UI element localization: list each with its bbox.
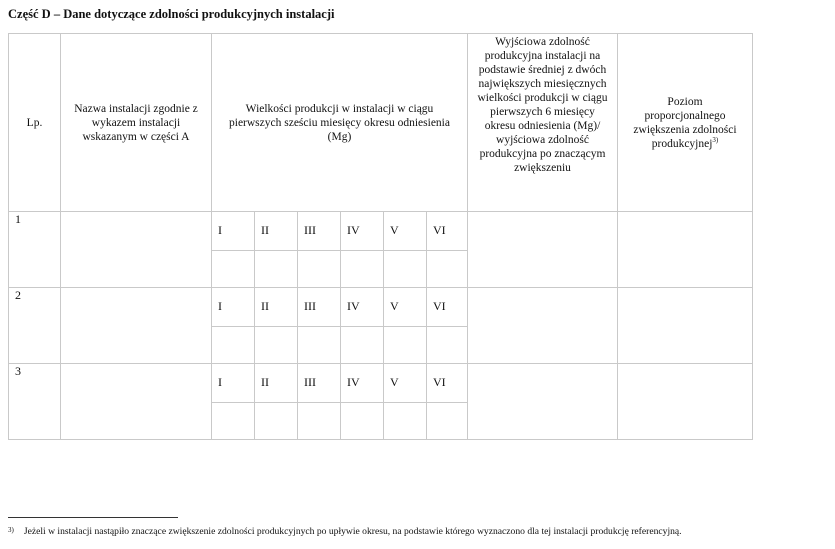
- capacity-increase-level-cell[interactable]: [618, 212, 753, 288]
- footnote-text: Jeżeli w instalacji nastąpiło znaczące zwiększenie zdolności produkcyjnych po upływie okresu, na podstawie którego wyznaczono dla tej instalacji produkcję referencyjną.: [23, 526, 682, 537]
- month-value-cell[interactable]: [255, 250, 298, 288]
- month-label: V: [384, 364, 427, 403]
- baseline-capacity-cell[interactable]: [468, 288, 618, 364]
- row-number: 2: [9, 288, 61, 364]
- header-production-volumes: Wielkości produkcji w instalacji w ciągu pierwszych sześciu miesięcy okresu odniesienia (Mg): [212, 34, 468, 212]
- capacity-increase-level-cell[interactable]: [618, 288, 753, 364]
- footnote: [8, 526, 682, 537]
- month-value-cell[interactable]: [384, 402, 427, 440]
- month-label: VI: [427, 364, 468, 403]
- header-baseline-capacity: Wyjściowa zdolność produkcyjna instalacji na podstawie średniej z dwóch największych miesięcznych wielkości produkcji w ciągu pierwszych 6 miesięcy okresu odniesienia (Mg)/ wyjściowa zdolność produkcyjna po znaczącym zwiększeniu: [468, 34, 618, 212]
- month-label: II: [255, 288, 298, 327]
- month-label: I: [212, 288, 255, 327]
- month-label: II: [255, 212, 298, 251]
- month-value-cell[interactable]: [427, 250, 468, 288]
- table-row: [9, 212, 753, 251]
- row-number: 1: [9, 212, 61, 288]
- month-value-cell[interactable]: [255, 326, 298, 364]
- month-value-cell[interactable]: [255, 402, 298, 440]
- month-label: IV: [341, 288, 384, 327]
- section-title: Część D – Dane dotyczące zdolności produkcyjnych instalacji: [8, 7, 335, 21]
- installation-name-cell[interactable]: [61, 212, 212, 288]
- month-value-cell[interactable]: [298, 402, 341, 440]
- month-value-cell[interactable]: [384, 250, 427, 288]
- baseline-capacity-cell[interactable]: [468, 364, 618, 440]
- header-capacity-increase-level: [618, 34, 753, 212]
- header-installation-name: Nazwa instalacji zgodnie z wykazem instalacji wskazanym w części A: [61, 34, 212, 212]
- month-value-cell[interactable]: [298, 250, 341, 288]
- month-label: I: [212, 212, 255, 251]
- month-value-cell[interactable]: [341, 250, 384, 288]
- month-value-cell[interactable]: [212, 402, 255, 440]
- month-label: III: [298, 288, 341, 327]
- month-label: II: [255, 364, 298, 403]
- month-value-cell[interactable]: [427, 326, 468, 364]
- month-label: III: [298, 212, 341, 251]
- month-label: V: [384, 212, 427, 251]
- header-capacity-increase-level-text: Poziom proporcjonalnego zwiększenia zdolności produkcyjnej: [633, 95, 737, 150]
- month-label: I: [212, 364, 255, 403]
- month-value-cell[interactable]: [427, 402, 468, 440]
- table-row: [9, 288, 753, 327]
- footnote-mark: 3): [8, 526, 14, 534]
- month-value-cell[interactable]: [212, 326, 255, 364]
- installation-name-cell[interactable]: [61, 364, 212, 440]
- footnote-separator: [8, 517, 178, 518]
- month-value-cell[interactable]: [212, 250, 255, 288]
- row-number: 3: [9, 364, 61, 440]
- baseline-capacity-cell[interactable]: [468, 212, 618, 288]
- month-label: IV: [341, 212, 384, 251]
- month-label: V: [384, 288, 427, 327]
- footnote-ref-3: 3): [712, 135, 719, 144]
- month-value-cell[interactable]: [341, 402, 384, 440]
- month-value-cell[interactable]: [384, 326, 427, 364]
- table-header-row: [9, 34, 753, 212]
- month-label: III: [298, 364, 341, 403]
- installation-name-cell[interactable]: [61, 288, 212, 364]
- month-label: VI: [427, 212, 468, 251]
- month-label: VI: [427, 288, 468, 327]
- month-value-cell[interactable]: [341, 326, 384, 364]
- capacity-increase-level-cell[interactable]: [618, 364, 753, 440]
- month-value-cell[interactable]: [298, 326, 341, 364]
- table-row: [9, 364, 753, 403]
- month-label: IV: [341, 364, 384, 403]
- capacity-table: [8, 33, 753, 440]
- header-lp: Lp.: [9, 34, 61, 212]
